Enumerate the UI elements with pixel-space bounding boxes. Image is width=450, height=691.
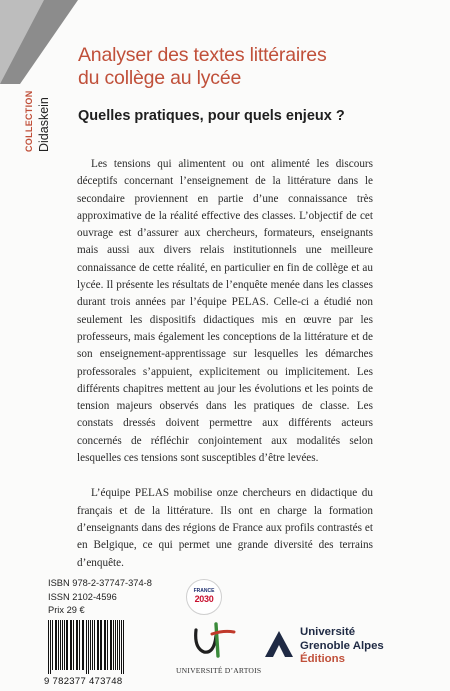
book-subtitle: Quelles pratiques, pour quels enjeux ?: [78, 108, 345, 124]
publication-info: [48, 577, 152, 618]
artois-ua-logo: [186, 622, 242, 664]
book-title: [78, 44, 438, 90]
blurb-paragraph-1: Les tensions qui alimentent ou ont alimenté les discours déceptifs concernant l’enseignement de la littérature dans le secondaire proviennent en partie d’une connaissance très approximative de la réalité effective des classes. L’objectif de cet ouvrage est d’assurer aux chercheurs, formateurs, enseignants mais aussi aux divers relais institutionnels une meilleure connaissance de cette réalité, en particulier en fin de collège et au lycée. Il présente les résultats de l’enquête menée dans les classes durant trois années par l’équipe PELAS. Celle-ci a étudié non seulement les dispositifs didactiques mis en œuvre par les professeurs, mais également les conceptions de la littérature et de son enseignement-apprentissage sur lesquelles les démarches professorales s’appuient, explicitement ou implicitement. Les différents chapitres mettent au jour les évolutions et les points de tension majeurs observés dans les pratiques de classe. Les constats dressés doivent permettre aux différents acteurs concernés de réfléchir conjointement aux modalités selon lesquelles ces tensions sont susceptibles d’être levées.: [77, 158, 373, 465]
uga-mountain-logo: [263, 629, 295, 659]
title-line-2: du collège au lycée: [78, 67, 242, 89]
barcode: [44, 620, 168, 676]
blurb-paragraph-2: L’équipe PELAS mobilise onze chercheurs en didactique du français et de la littérature. Ils ont en charge la formation d’enseignants dans des régions de France aux profils contrastés et en Belgique, ce qui permet une grande diversité des terrains d’enquête.: [77, 487, 373, 569]
title-line-1: Analyser des textes littéraires: [78, 44, 327, 66]
issn: ISSN 2102-4596: [48, 591, 117, 602]
isbn: ISBN 978-2-37747-374-8: [48, 578, 152, 588]
price: Prix 29 €: [48, 605, 85, 616]
uga-line-1: Université: [300, 626, 356, 638]
barcode-number: 9 782377 473748: [44, 676, 123, 687]
uga-line-3: Éditions: [300, 653, 345, 666]
collection-name: Didaskein: [37, 97, 51, 152]
france2030-year: 2030: [194, 594, 214, 604]
collection-caption: COLLECTION: [24, 90, 34, 152]
uga-line-2: Grenoble Alpes: [300, 639, 384, 652]
france2030-label: FRANCE: [193, 588, 215, 594]
uga-wordmark: [300, 626, 384, 667]
collection-label: [22, 22, 56, 152]
blurb: [77, 156, 373, 572]
artois-name: UNIVERSITÉ D’ARTOIS: [176, 666, 262, 675]
france-2030-logo: [186, 579, 222, 615]
